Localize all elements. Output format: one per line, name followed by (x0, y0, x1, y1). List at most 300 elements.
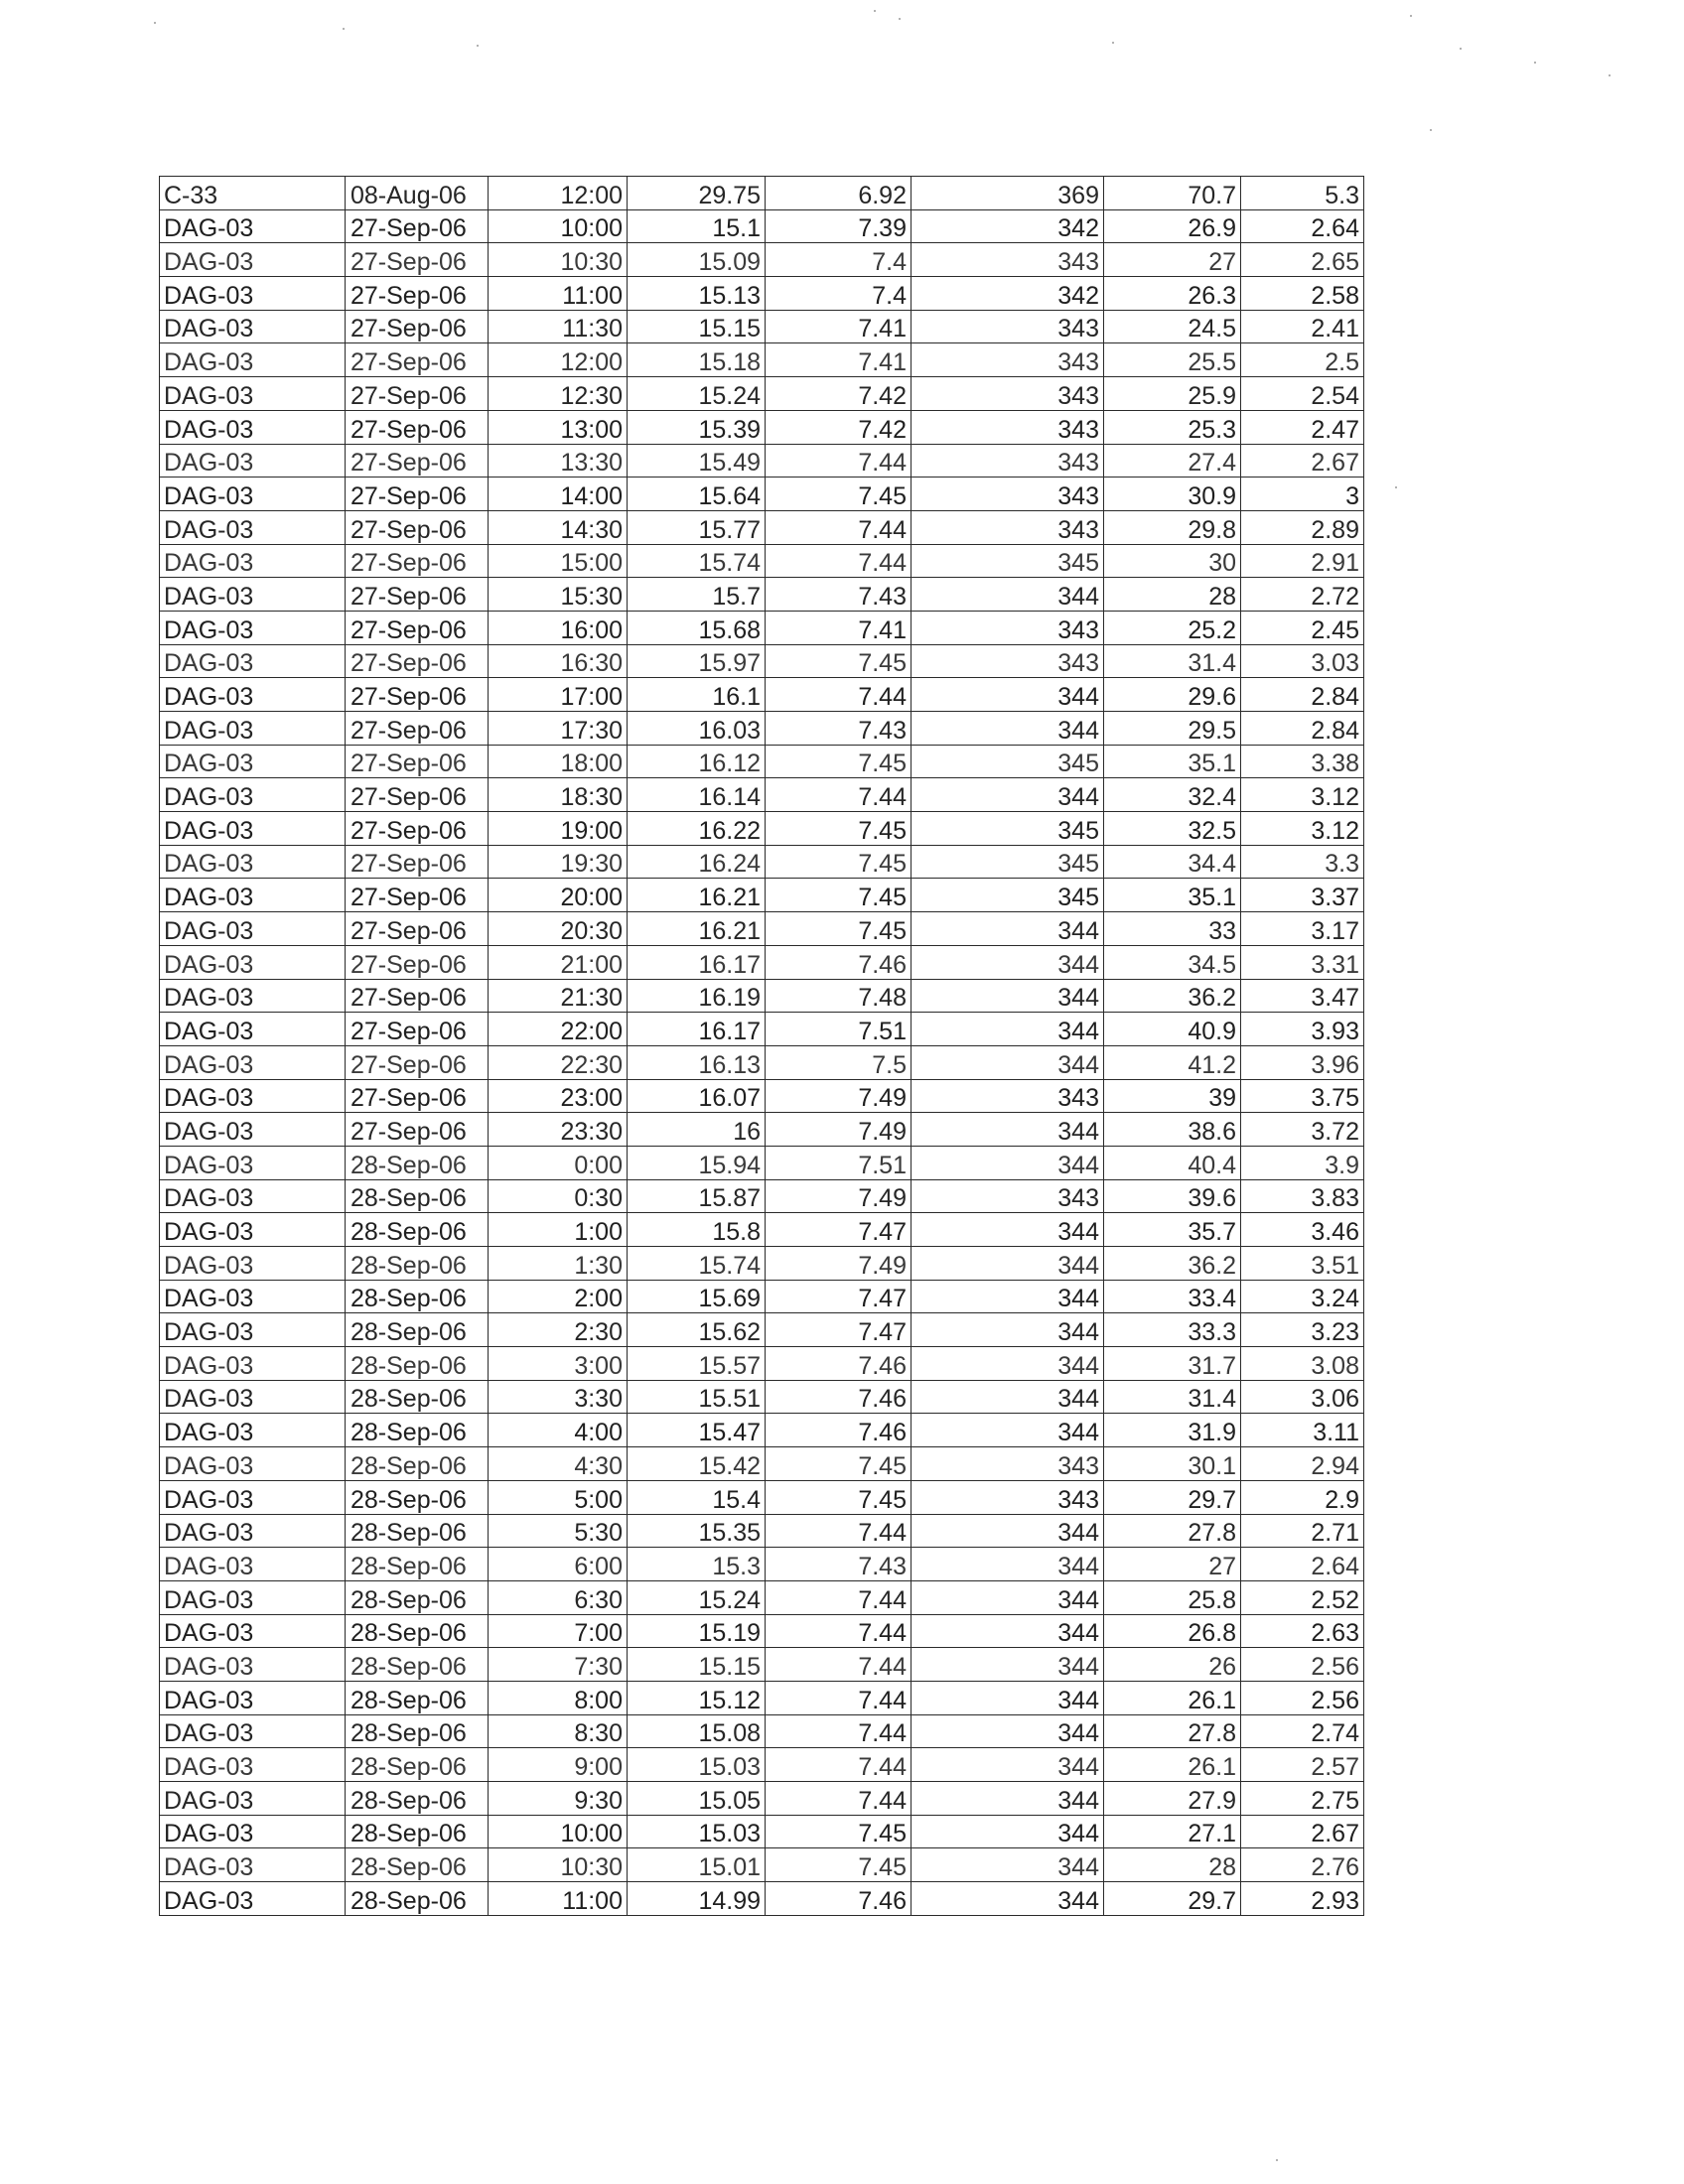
table-row (160, 912, 1364, 946)
time-cell: 5:30 (489, 1514, 628, 1548)
value-c-cell: 344 (912, 1013, 1104, 1046)
value-d-cell: 35.7 (1104, 1213, 1241, 1247)
value-c-cell: 344 (912, 1380, 1104, 1414)
site-cell: DAG-03 (160, 1347, 346, 1381)
table-row (160, 845, 1364, 879)
time-cell: 9:00 (489, 1748, 628, 1782)
site-cell: DAG-03 (160, 611, 346, 644)
value-a-cell: 15.62 (628, 1313, 766, 1347)
table-row (160, 945, 1364, 979)
value-a-cell: 15.94 (628, 1146, 766, 1179)
site-cell: DAG-03 (160, 277, 346, 311)
date-cell: 27-Sep-06 (346, 510, 489, 544)
time-cell: 6:30 (489, 1580, 628, 1614)
value-b-cell: 7.49 (766, 1247, 912, 1281)
time-cell: 23:30 (489, 1113, 628, 1147)
value-b-cell: 7.47 (766, 1213, 912, 1247)
value-a-cell: 16.19 (628, 979, 766, 1013)
value-e-cell: 2.93 (1241, 1882, 1364, 1916)
site-cell: DAG-03 (160, 1447, 346, 1481)
value-c-cell: 344 (912, 1815, 1104, 1848)
value-a-cell: 15.01 (628, 1848, 766, 1882)
value-b-cell: 7.43 (766, 712, 912, 746)
value-c-cell: 342 (912, 209, 1104, 243)
time-cell: 8:00 (489, 1681, 628, 1714)
time-cell: 16:30 (489, 644, 628, 678)
table-row (160, 1614, 1364, 1648)
value-d-cell: 28 (1104, 1848, 1241, 1882)
site-cell: DAG-03 (160, 1247, 346, 1281)
value-d-cell: 25.3 (1104, 410, 1241, 444)
value-e-cell: 3.51 (1241, 1247, 1364, 1281)
date-cell: 28-Sep-06 (346, 1414, 489, 1447)
value-c-cell: 343 (912, 1179, 1104, 1213)
site-cell: DAG-03 (160, 778, 346, 812)
value-d-cell: 34.5 (1104, 945, 1241, 979)
time-cell: 9:30 (489, 1782, 628, 1816)
value-e-cell: 3 (1241, 478, 1364, 511)
site-cell: DAG-03 (160, 1146, 346, 1179)
value-c-cell: 343 (912, 243, 1104, 277)
value-e-cell: 2.58 (1241, 277, 1364, 311)
value-a-cell: 15.42 (628, 1447, 766, 1481)
value-b-cell: 7.51 (766, 1146, 912, 1179)
site-cell: DAG-03 (160, 644, 346, 678)
value-d-cell: 28 (1104, 578, 1241, 612)
time-cell: 15:00 (489, 544, 628, 578)
value-d-cell: 33.4 (1104, 1280, 1241, 1313)
value-b-cell: 7.42 (766, 377, 912, 411)
date-cell: 28-Sep-06 (346, 1380, 489, 1414)
time-cell: 21:30 (489, 979, 628, 1013)
value-c-cell: 343 (912, 444, 1104, 478)
value-d-cell: 30.1 (1104, 1447, 1241, 1481)
value-b-cell: 7.44 (766, 1614, 912, 1648)
date-cell: 27-Sep-06 (346, 578, 489, 612)
site-cell: DAG-03 (160, 1882, 346, 1916)
value-a-cell: 15.68 (628, 611, 766, 644)
value-d-cell: 25.8 (1104, 1580, 1241, 1614)
table-row (160, 1681, 1364, 1714)
value-d-cell: 38.6 (1104, 1113, 1241, 1147)
scan-speck (874, 10, 876, 12)
value-d-cell: 26.1 (1104, 1681, 1241, 1714)
value-e-cell: 2.54 (1241, 377, 1364, 411)
time-cell: 12:30 (489, 377, 628, 411)
site-cell: DAG-03 (160, 745, 346, 778)
time-cell: 18:00 (489, 745, 628, 778)
site-cell: DAG-03 (160, 1514, 346, 1548)
value-d-cell: 32.4 (1104, 778, 1241, 812)
scan-speck (1112, 42, 1114, 44)
date-cell: 27-Sep-06 (346, 712, 489, 746)
value-a-cell: 15.64 (628, 478, 766, 511)
table-row (160, 544, 1364, 578)
site-cell: DAG-03 (160, 1848, 346, 1882)
table-row (160, 377, 1364, 411)
value-e-cell: 5.3 (1241, 177, 1364, 210)
date-cell: 27-Sep-06 (346, 444, 489, 478)
value-e-cell: 3.83 (1241, 1179, 1364, 1213)
value-e-cell: 2.94 (1241, 1447, 1364, 1481)
site-cell: DAG-03 (160, 712, 346, 746)
time-cell: 20:00 (489, 879, 628, 912)
value-b-cell: 7.44 (766, 1580, 912, 1614)
site-cell: DAG-03 (160, 1079, 346, 1113)
value-d-cell: 33 (1104, 912, 1241, 946)
date-cell: 28-Sep-06 (346, 1648, 489, 1682)
value-e-cell: 2.64 (1241, 1548, 1364, 1581)
value-b-cell: 7.44 (766, 1648, 912, 1682)
value-e-cell: 2.84 (1241, 712, 1364, 746)
date-cell: 27-Sep-06 (346, 1113, 489, 1147)
date-cell: 27-Sep-06 (346, 343, 489, 377)
value-c-cell: 345 (912, 812, 1104, 846)
date-cell: 28-Sep-06 (346, 1815, 489, 1848)
site-cell: DAG-03 (160, 1380, 346, 1414)
value-c-cell: 343 (912, 644, 1104, 678)
site-cell: DAG-03 (160, 845, 346, 879)
value-e-cell: 3.08 (1241, 1347, 1364, 1381)
site-cell: DAG-03 (160, 410, 346, 444)
value-e-cell: 2.91 (1241, 544, 1364, 578)
date-cell: 28-Sep-06 (346, 1213, 489, 1247)
scan-speck (1395, 486, 1397, 488)
table-row (160, 1247, 1364, 1281)
value-b-cell: 7.45 (766, 812, 912, 846)
value-e-cell: 3.12 (1241, 778, 1364, 812)
time-cell: 17:30 (489, 712, 628, 746)
value-c-cell: 343 (912, 510, 1104, 544)
site-cell: DAG-03 (160, 1179, 346, 1213)
value-d-cell: 27 (1104, 1548, 1241, 1581)
table-row (160, 1848, 1364, 1882)
date-cell: 27-Sep-06 (346, 544, 489, 578)
date-cell: 27-Sep-06 (346, 678, 489, 712)
value-b-cell: 7.42 (766, 410, 912, 444)
value-d-cell: 40.4 (1104, 1146, 1241, 1179)
table-row (160, 678, 1364, 712)
table-row (160, 1347, 1364, 1381)
value-a-cell: 16.14 (628, 778, 766, 812)
value-b-cell: 7.49 (766, 1113, 912, 1147)
time-cell: 16:00 (489, 611, 628, 644)
time-cell: 12:00 (489, 177, 628, 210)
time-cell: 3:30 (489, 1380, 628, 1414)
table-row (160, 1213, 1364, 1247)
date-cell: 28-Sep-06 (346, 1347, 489, 1381)
value-a-cell: 16.21 (628, 879, 766, 912)
site-cell: DAG-03 (160, 678, 346, 712)
value-b-cell: 7.45 (766, 912, 912, 946)
value-e-cell: 3.31 (1241, 945, 1364, 979)
site-cell: DAG-03 (160, 912, 346, 946)
site-cell: DAG-03 (160, 1614, 346, 1648)
value-a-cell: 15.39 (628, 410, 766, 444)
site-cell: DAG-03 (160, 879, 346, 912)
value-a-cell: 16 (628, 1113, 766, 1147)
date-cell: 27-Sep-06 (346, 945, 489, 979)
value-a-cell: 15.47 (628, 1414, 766, 1447)
value-d-cell: 26.1 (1104, 1748, 1241, 1782)
value-e-cell: 2.57 (1241, 1748, 1364, 1782)
scan-speck (154, 22, 156, 24)
value-b-cell: 7.45 (766, 1480, 912, 1514)
value-d-cell: 25.9 (1104, 377, 1241, 411)
value-d-cell: 41.2 (1104, 1045, 1241, 1079)
site-cell: DAG-03 (160, 1548, 346, 1581)
site-cell: DAG-03 (160, 1648, 346, 1682)
value-d-cell: 27.8 (1104, 1714, 1241, 1748)
time-cell: 1:00 (489, 1213, 628, 1247)
date-cell: 27-Sep-06 (346, 478, 489, 511)
table-row (160, 745, 1364, 778)
value-e-cell: 3.03 (1241, 644, 1364, 678)
value-c-cell: 345 (912, 544, 1104, 578)
date-cell: 27-Sep-06 (346, 243, 489, 277)
site-cell: C-33 (160, 177, 346, 210)
site-cell: DAG-03 (160, 812, 346, 846)
value-c-cell: 343 (912, 611, 1104, 644)
site-cell: DAG-03 (160, 1280, 346, 1313)
value-e-cell: 2.52 (1241, 1580, 1364, 1614)
table-row (160, 1714, 1364, 1748)
table-row (160, 778, 1364, 812)
value-e-cell: 2.84 (1241, 678, 1364, 712)
value-c-cell: 344 (912, 712, 1104, 746)
value-c-cell: 343 (912, 410, 1104, 444)
value-c-cell: 344 (912, 1247, 1104, 1281)
value-c-cell: 344 (912, 1782, 1104, 1816)
value-c-cell: 343 (912, 1447, 1104, 1481)
table-row (160, 277, 1364, 311)
value-a-cell: 15.49 (628, 444, 766, 478)
time-cell: 15:30 (489, 578, 628, 612)
time-cell: 10:00 (489, 209, 628, 243)
value-e-cell: 2.5 (1241, 343, 1364, 377)
value-b-cell: 7.48 (766, 979, 912, 1013)
value-a-cell: 15.13 (628, 277, 766, 311)
scan-speck (1609, 74, 1611, 76)
value-b-cell: 7.51 (766, 1013, 912, 1046)
value-e-cell: 2.41 (1241, 310, 1364, 343)
site-cell: DAG-03 (160, 1213, 346, 1247)
value-c-cell: 343 (912, 1480, 1104, 1514)
value-c-cell: 343 (912, 1079, 1104, 1113)
value-c-cell: 344 (912, 1146, 1104, 1179)
value-e-cell: 3.11 (1241, 1414, 1364, 1447)
value-b-cell: 7.39 (766, 209, 912, 243)
table-row (160, 1882, 1364, 1916)
date-cell: 28-Sep-06 (346, 1614, 489, 1648)
value-d-cell: 27.4 (1104, 444, 1241, 478)
table-row (160, 1079, 1364, 1113)
table-row (160, 1179, 1364, 1213)
value-b-cell: 7.46 (766, 945, 912, 979)
time-cell: 11:30 (489, 310, 628, 343)
value-b-cell: 7.46 (766, 1380, 912, 1414)
table-row (160, 1815, 1364, 1848)
time-cell: 22:00 (489, 1013, 628, 1046)
value-d-cell: 27.1 (1104, 1815, 1241, 1848)
value-e-cell: 2.76 (1241, 1848, 1364, 1882)
date-cell: 28-Sep-06 (346, 1548, 489, 1581)
date-cell: 08-Aug-06 (346, 177, 489, 210)
value-b-cell: 7.46 (766, 1347, 912, 1381)
value-b-cell: 7.49 (766, 1179, 912, 1213)
scan-speck (1534, 62, 1536, 64)
value-d-cell: 30.9 (1104, 478, 1241, 511)
table-row (160, 1548, 1364, 1581)
site-cell: DAG-03 (160, 1748, 346, 1782)
time-cell: 11:00 (489, 1882, 628, 1916)
date-cell: 27-Sep-06 (346, 611, 489, 644)
site-cell: DAG-03 (160, 209, 346, 243)
value-e-cell: 2.65 (1241, 243, 1364, 277)
table-row (160, 879, 1364, 912)
value-c-cell: 345 (912, 845, 1104, 879)
value-e-cell: 2.74 (1241, 1714, 1364, 1748)
value-c-cell: 343 (912, 377, 1104, 411)
value-a-cell: 15.09 (628, 243, 766, 277)
value-b-cell: 7.46 (766, 1414, 912, 1447)
time-cell: 5:00 (489, 1480, 628, 1514)
value-e-cell: 3.72 (1241, 1113, 1364, 1147)
value-a-cell: 15.24 (628, 1580, 766, 1614)
date-cell: 27-Sep-06 (346, 879, 489, 912)
time-cell: 6:00 (489, 1548, 628, 1581)
site-cell: DAG-03 (160, 1013, 346, 1046)
value-a-cell: 16.21 (628, 912, 766, 946)
value-d-cell: 36.2 (1104, 1247, 1241, 1281)
table-row (160, 1380, 1364, 1414)
value-d-cell: 39 (1104, 1079, 1241, 1113)
value-c-cell: 344 (912, 1681, 1104, 1714)
value-d-cell: 39.6 (1104, 1179, 1241, 1213)
value-a-cell: 15.15 (628, 1648, 766, 1682)
value-e-cell: 3.37 (1241, 879, 1364, 912)
table-row (160, 1013, 1364, 1046)
value-d-cell: 27.9 (1104, 1782, 1241, 1816)
table-row (160, 1113, 1364, 1147)
table-row (160, 611, 1364, 644)
date-cell: 27-Sep-06 (346, 644, 489, 678)
value-d-cell: 26.8 (1104, 1614, 1241, 1648)
scan-speck (899, 18, 901, 20)
date-cell: 28-Sep-06 (346, 1480, 489, 1514)
site-cell: DAG-03 (160, 1714, 346, 1748)
site-cell: DAG-03 (160, 1815, 346, 1848)
time-cell: 22:30 (489, 1045, 628, 1079)
value-b-cell: 7.44 (766, 778, 912, 812)
date-cell: 27-Sep-06 (346, 410, 489, 444)
time-cell: 19:30 (489, 845, 628, 879)
table-row (160, 644, 1364, 678)
time-cell: 12:00 (489, 343, 628, 377)
value-b-cell: 7.44 (766, 544, 912, 578)
site-cell: DAG-03 (160, 377, 346, 411)
value-d-cell: 25.2 (1104, 611, 1241, 644)
value-a-cell: 16.12 (628, 745, 766, 778)
table-row (160, 343, 1364, 377)
site-cell: DAG-03 (160, 343, 346, 377)
value-c-cell: 342 (912, 277, 1104, 311)
time-cell: 10:00 (489, 1815, 628, 1848)
date-cell: 28-Sep-06 (346, 1882, 489, 1916)
value-a-cell: 15.74 (628, 544, 766, 578)
value-c-cell: 344 (912, 1280, 1104, 1313)
value-d-cell: 27.8 (1104, 1514, 1241, 1548)
time-cell: 23:00 (489, 1079, 628, 1113)
value-b-cell: 7.41 (766, 611, 912, 644)
time-cell: 11:00 (489, 277, 628, 311)
value-d-cell: 32.5 (1104, 812, 1241, 846)
site-cell: DAG-03 (160, 1045, 346, 1079)
date-cell: 28-Sep-06 (346, 1714, 489, 1748)
site-cell: DAG-03 (160, 1681, 346, 1714)
value-a-cell: 16.17 (628, 945, 766, 979)
value-d-cell: 35.1 (1104, 745, 1241, 778)
value-c-cell: 343 (912, 343, 1104, 377)
site-cell: DAG-03 (160, 1782, 346, 1816)
site-cell: DAG-03 (160, 444, 346, 478)
time-cell: 7:30 (489, 1648, 628, 1682)
table-row (160, 310, 1364, 343)
value-d-cell: 30 (1104, 544, 1241, 578)
table-row (160, 1280, 1364, 1313)
scan-speck (1276, 2159, 1278, 2161)
value-b-cell: 7.45 (766, 1815, 912, 1848)
date-cell: 28-Sep-06 (346, 1280, 489, 1313)
value-e-cell: 3.93 (1241, 1013, 1364, 1046)
value-c-cell: 344 (912, 1714, 1104, 1748)
table-row (160, 1414, 1364, 1447)
value-b-cell: 7.4 (766, 277, 912, 311)
date-cell: 28-Sep-06 (346, 1146, 489, 1179)
time-cell: 4:00 (489, 1414, 628, 1447)
value-a-cell: 16.13 (628, 1045, 766, 1079)
value-b-cell: 7.43 (766, 578, 912, 612)
date-cell: 28-Sep-06 (346, 1782, 489, 1816)
value-d-cell: 31.4 (1104, 644, 1241, 678)
site-cell: DAG-03 (160, 478, 346, 511)
value-e-cell: 2.72 (1241, 578, 1364, 612)
time-cell: 14:30 (489, 510, 628, 544)
value-c-cell: 344 (912, 1548, 1104, 1581)
site-cell: DAG-03 (160, 1414, 346, 1447)
value-b-cell: 7.44 (766, 1514, 912, 1548)
value-a-cell: 14.99 (628, 1882, 766, 1916)
value-c-cell: 344 (912, 979, 1104, 1013)
value-e-cell: 3.24 (1241, 1280, 1364, 1313)
value-a-cell: 15.35 (628, 1514, 766, 1548)
table-row (160, 1580, 1364, 1614)
time-cell: 10:30 (489, 243, 628, 277)
value-e-cell: 3.06 (1241, 1380, 1364, 1414)
value-b-cell: 7.45 (766, 1848, 912, 1882)
value-d-cell: 40.9 (1104, 1013, 1241, 1046)
value-e-cell: 2.63 (1241, 1614, 1364, 1648)
value-a-cell: 15.74 (628, 1247, 766, 1281)
value-b-cell: 7.46 (766, 1882, 912, 1916)
value-e-cell: 2.67 (1241, 1815, 1364, 1848)
time-cell: 21:00 (489, 945, 628, 979)
site-cell: DAG-03 (160, 243, 346, 277)
value-c-cell: 344 (912, 1580, 1104, 1614)
date-cell: 28-Sep-06 (346, 1514, 489, 1548)
date-cell: 27-Sep-06 (346, 745, 489, 778)
table-row (160, 578, 1364, 612)
